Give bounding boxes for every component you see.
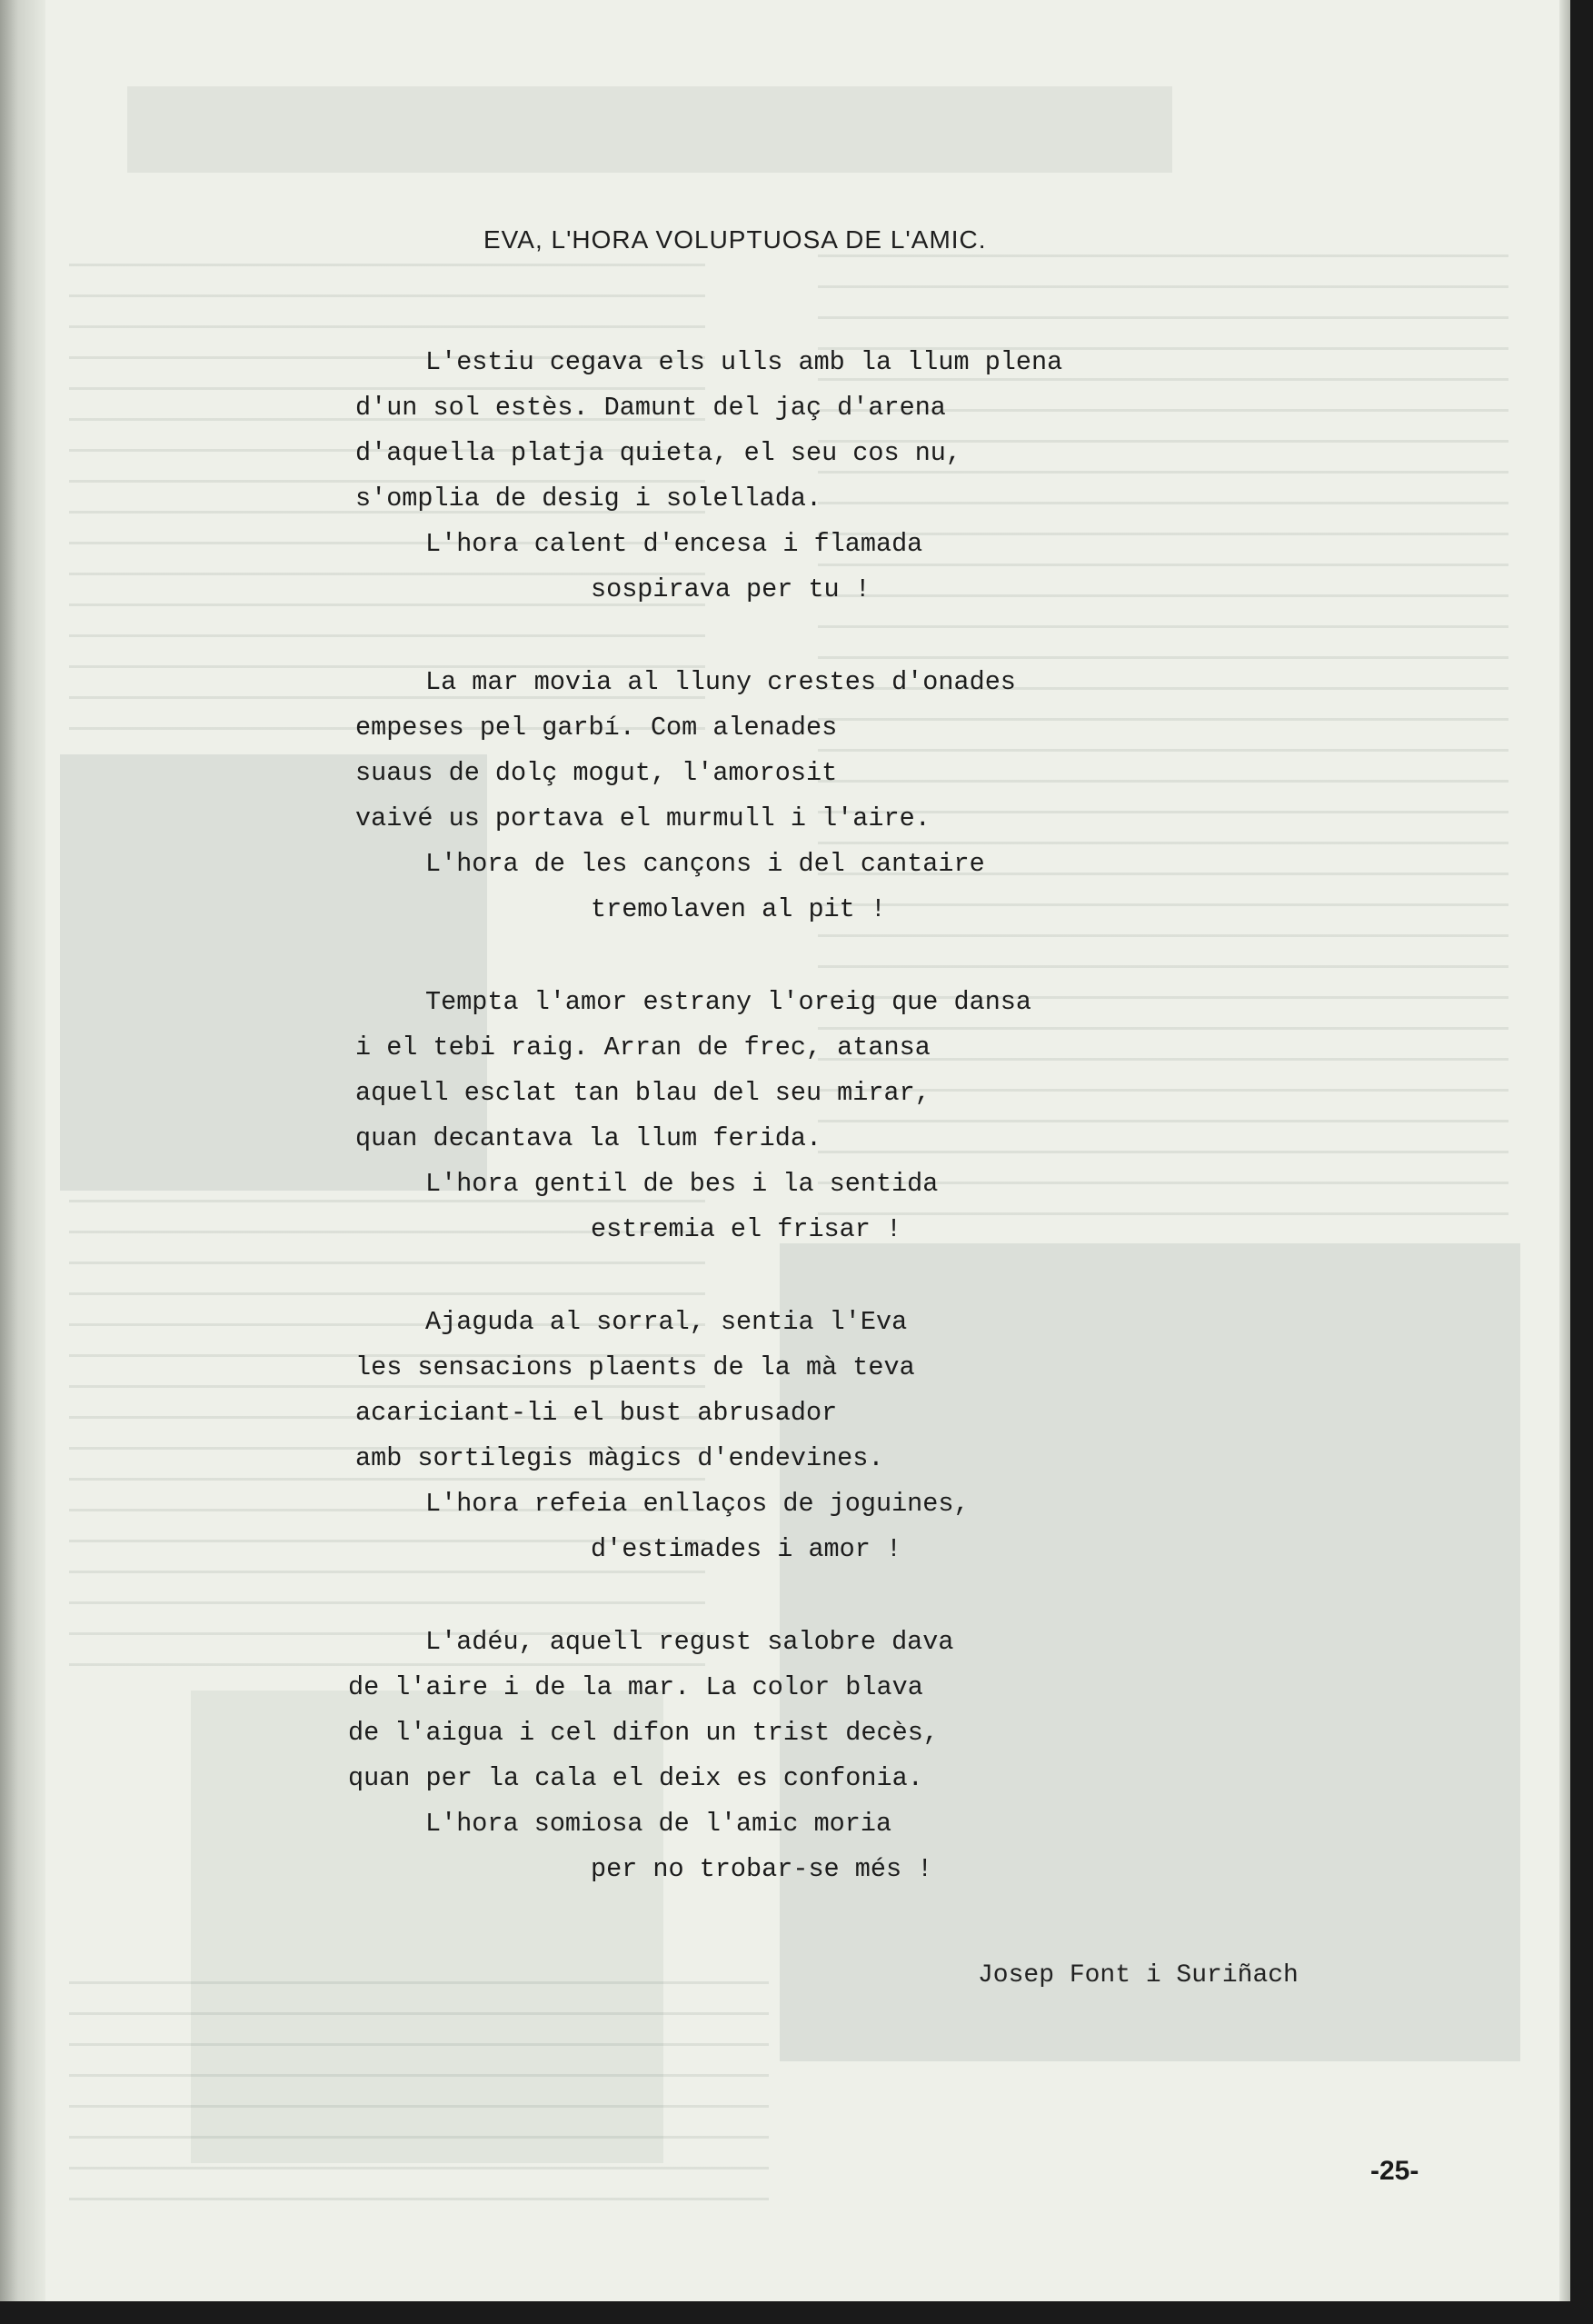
poem-line: L'estiu cegava els ulls amb la llum plena — [425, 347, 1063, 377]
poem-line: amb sortilegis màgics d'endevines. — [355, 1443, 884, 1473]
poem-line: empeses pel garbí. Com alenades — [355, 713, 838, 743]
page-spine-shadow — [0, 0, 45, 2301]
poem-line: L'hora calent d'encesa i flamada — [425, 529, 923, 559]
poem-line: vaivé us portava el murmull i l'aire. — [355, 803, 931, 833]
poem-line: quan decantava la llum ferida. — [355, 1123, 822, 1153]
poem-line: suaus de dolç mogut, l'amorosit — [355, 758, 838, 788]
poem-line: per no trobar-se més ! — [591, 1854, 933, 1884]
page-edge-shadow — [1559, 0, 1570, 2301]
bleed-through-text-footer — [69, 1981, 769, 2209]
poem-line: d'estimades i amor ! — [591, 1534, 902, 1564]
bleed-through-masthead — [127, 86, 1172, 173]
poem-line: Ajaguda al sorral, sentia l'Eva — [425, 1307, 908, 1337]
poem-line: quan per la cala el deix es confonia. — [348, 1763, 923, 1793]
poem-line: s'omplia de desig i solellada. — [355, 484, 822, 514]
poem-line: d'un sol estès. Damunt del jaç d'arena — [355, 393, 946, 423]
poem-line: L'hora somiosa de l'amic moria — [425, 1809, 892, 1839]
poem-line: L'hora de les cançons i del cantaire — [425, 849, 985, 879]
poem-line: L'hora gentil de bes i la sentida — [425, 1169, 939, 1199]
poem-line: sospirava per tu ! — [591, 574, 871, 604]
poem-line: acariciant-li el bust abrusador — [355, 1398, 838, 1428]
poem-line: de l'aire i de la mar. La color blava — [348, 1672, 923, 1702]
poem-line: d'aquella platja quieta, el seu cos nu, — [355, 438, 962, 468]
poem-author: Josep Font i Suriñach — [978, 1961, 1299, 1990]
poem-title: EVA, L'HORA VOLUPTUOSA DE L'AMIC. — [483, 225, 987, 254]
poem-line: aquell esclat tan blau del seu mirar, — [355, 1078, 931, 1108]
poem-line: les sensacions plaents de la mà teva — [355, 1352, 915, 1382]
poem-line: estremia el frisar ! — [591, 1214, 902, 1244]
poem-line: La mar movia al lluny crestes d'onades — [425, 667, 1016, 697]
poem-line: de l'aigua i cel difon un trist decès, — [348, 1718, 939, 1748]
poem-line: tremolaven al pit ! — [591, 894, 886, 924]
poem-line: Tempta l'amor estrany l'oreig que dansa — [425, 987, 1032, 1017]
poem-line: L'hora refeia enllaços de joguines, — [425, 1489, 970, 1519]
page-number: -25- — [1370, 2156, 1419, 2186]
poem-line: L'adéu, aquell regust salobre dava — [425, 1627, 954, 1657]
poem-line: i el tebi raig. Arran de frec, atansa — [355, 1032, 931, 1062]
